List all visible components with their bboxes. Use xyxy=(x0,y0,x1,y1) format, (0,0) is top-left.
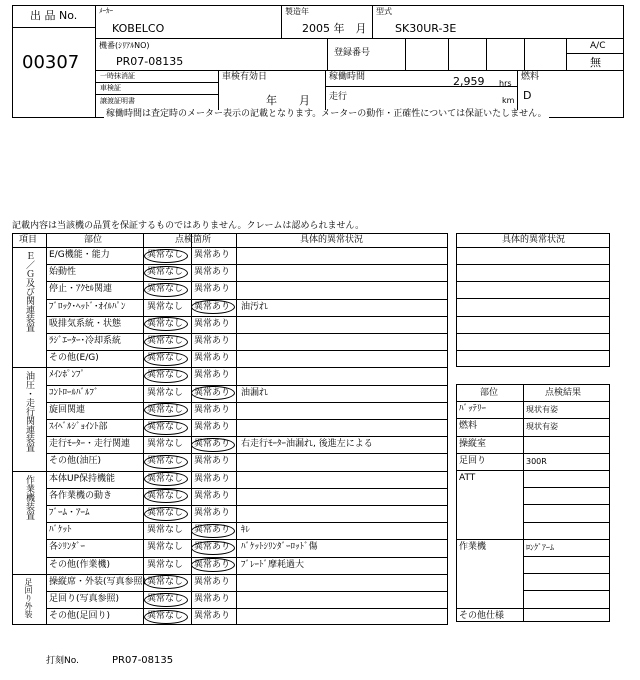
table-row-part: 停止・ｱｸｾﾙ関連 xyxy=(49,284,113,295)
option-abnormal[interactable]: 異常あり xyxy=(194,301,231,312)
model-label: 型式 xyxy=(376,7,392,16)
normal-circle-mark xyxy=(144,507,188,521)
col-part-header: 部位 xyxy=(84,235,103,245)
option-abnormal[interactable]: 異常あり xyxy=(194,473,231,484)
quality-note: 記載内容は当該機の品質を保証するものではありません。クレームは認められません。 xyxy=(12,221,365,231)
maker-value: KOBELCO xyxy=(112,22,165,35)
hours-unit: hrs xyxy=(499,79,512,88)
table-row-part: E/G機能・能力 xyxy=(49,250,110,260)
table-row-part: ﾊﾞｹｯﾄ xyxy=(49,525,72,536)
option-normal[interactable]: 異常なし xyxy=(147,318,184,329)
option-abnormal[interactable]: 異常あり xyxy=(194,559,231,570)
option-abnormal[interactable]: 異常あり xyxy=(194,576,231,587)
normal-circle-mark xyxy=(144,266,188,280)
option-abnormal[interactable]: 異常あり xyxy=(194,611,231,622)
table-row-detail: 右走行ﾓｰﾀｰ油漏れ, 後進左による xyxy=(241,439,373,450)
option-normal[interactable]: 異常なし xyxy=(147,387,184,398)
option-abnormal[interactable]: 異常あり xyxy=(194,439,231,450)
transfer-cert-label: 譲渡証明書 xyxy=(100,97,135,105)
table-row-part: ﾌﾞﾛｯｸ･ﾍｯﾄﾞ･ｵｲﾙﾊﾟﾝ xyxy=(49,301,126,312)
right-row-part: ﾊﾞｯﾃﾘｰ xyxy=(459,404,487,415)
table-row-detail: ﾊﾞｹｯﾄｼﾘﾝﾀﾞｰﾛｯﾄﾞ傷 xyxy=(241,542,318,553)
option-abnormal[interactable]: 異常あり xyxy=(194,336,231,346)
right-row-part: 燃料 xyxy=(459,421,478,432)
option-normal[interactable]: 異常なし xyxy=(147,250,184,260)
model-value: SK30UR-3E xyxy=(395,22,457,35)
right-row-result: 現状有姿 xyxy=(526,422,558,432)
normal-circle-mark xyxy=(144,249,188,263)
option-normal[interactable]: 異常なし xyxy=(147,542,184,553)
option-abnormal[interactable]: 異常あり xyxy=(194,525,231,536)
table-row-part: ｺﾝﾄﾛｰﾙﾊﾞﾙﾌﾞ xyxy=(49,387,99,398)
table-row-part: 操縦席・外装(写真参照) xyxy=(49,576,147,587)
abnormal-circle-mark xyxy=(191,438,235,452)
option-normal[interactable]: 異常なし xyxy=(147,576,184,587)
option-abnormal[interactable]: 異常あり xyxy=(194,422,231,432)
option-normal[interactable]: 異常なし xyxy=(147,473,184,484)
option-normal[interactable]: 異常なし xyxy=(147,404,184,415)
table-row-detail: ｷﾚ xyxy=(241,525,251,536)
normal-circle-mark xyxy=(144,593,188,607)
right-row-part: 作業機 xyxy=(459,541,487,552)
right-row-result: 300R xyxy=(526,456,547,466)
col-detail-header: 具体的異常状況 xyxy=(300,235,364,245)
option-normal[interactable]: 異常なし xyxy=(147,525,184,536)
normal-circle-mark xyxy=(144,283,188,297)
option-abnormal[interactable]: 異常あり xyxy=(194,267,231,278)
right-row-part: 足回り xyxy=(459,455,487,466)
stamp-label: 打刻No. xyxy=(46,656,79,666)
normal-circle-mark xyxy=(144,369,188,383)
option-normal[interactable]: 異常なし xyxy=(147,267,184,278)
option-normal[interactable]: 異常なし xyxy=(147,559,184,570)
option-abnormal[interactable]: 異常あり xyxy=(194,542,231,553)
section-label-eg: Ｅ／Ｇ及び関連装置 xyxy=(24,251,34,332)
inspection-cert-label: 車検証 xyxy=(100,84,121,92)
option-normal[interactable]: 異常なし xyxy=(147,353,184,364)
option-abnormal[interactable]: 異常あり xyxy=(194,250,231,260)
option-normal[interactable]: 異常なし xyxy=(147,370,184,381)
right-row-result: 現状有姿 xyxy=(526,405,558,415)
km-unit: km xyxy=(502,96,515,105)
hours-note: 稼働時間は査定時のメーター表示の記載となります。メーターの動作・正確性については保証いたしません。 xyxy=(106,109,547,119)
option-normal[interactable]: 異常なし xyxy=(147,456,184,467)
stamp-value: PR07-08135 xyxy=(112,655,174,666)
table-row-part: 吸排気系統・状態 xyxy=(49,318,122,329)
table-row-detail: 油汚れ xyxy=(241,301,269,312)
ac-value: 無 xyxy=(590,56,601,69)
option-abnormal[interactable]: 異常あり xyxy=(194,318,231,329)
temp-cert-label: 一時抹消証 xyxy=(100,72,135,80)
option-abnormal[interactable]: 異常あり xyxy=(194,387,231,398)
fuel-value: D xyxy=(523,89,532,102)
table-row-part: ﾒｲﾝﾎﾟﾝﾌﾟ xyxy=(49,370,86,381)
option-abnormal[interactable]: 異常あり xyxy=(194,594,231,604)
right-row-part: 操縦室 xyxy=(459,438,487,449)
inspection-valid-label: 車検有効日 xyxy=(222,72,268,82)
table-row-part: その他(油圧) xyxy=(49,456,102,467)
option-abnormal[interactable]: 異常あり xyxy=(194,353,231,364)
normal-circle-mark xyxy=(144,352,188,366)
right-detail-header: 具体的異常状況 xyxy=(502,235,566,245)
table-row-part: 走行ﾓｰﾀｰ・走行関連 xyxy=(49,439,131,450)
option-abnormal[interactable]: 異常あり xyxy=(194,508,231,518)
table-row-detail: ﾌﾞﾚｰﾄﾞ摩耗過大 xyxy=(241,559,305,570)
travel-label: 走行 xyxy=(329,92,348,102)
option-abnormal[interactable]: 異常あり xyxy=(194,370,231,381)
ac-label: A/C xyxy=(590,41,606,51)
normal-circle-mark xyxy=(144,610,188,624)
right-col-result-header: 点検結果 xyxy=(545,388,582,398)
fuel-label: 燃料 xyxy=(521,72,540,82)
section-label-foot: 足回り外装 xyxy=(24,577,33,618)
table-row-part: ﾗｼﾞｴｰﾀｰ･冷却系統 xyxy=(49,336,122,346)
option-normal[interactable]: 異常なし xyxy=(147,508,184,518)
serial-value: PR07-08135 xyxy=(116,55,184,68)
col-check-header: 点検箇所 xyxy=(175,235,212,245)
maker-label: ﾒｰｶｰ xyxy=(99,7,113,15)
option-abnormal[interactable]: 異常あり xyxy=(194,490,231,501)
col-item-header: 項目 xyxy=(19,235,38,245)
table-row-part: 各作業機の動き xyxy=(49,490,113,501)
right-col-part-header: 部位 xyxy=(480,388,499,398)
normal-circle-mark xyxy=(144,455,188,469)
option-normal[interactable]: 異常なし xyxy=(147,439,184,450)
option-normal[interactable]: 異常なし xyxy=(147,284,184,295)
table-row-part: ﾌﾞｰﾑ・ｱｰﾑ xyxy=(49,508,90,518)
table-row-part: 始動性 xyxy=(49,267,77,278)
lot-number: 00307 xyxy=(22,52,80,73)
abnormal-circle-mark xyxy=(191,524,235,538)
option-normal[interactable]: 異常なし xyxy=(147,594,184,604)
section-label-work: 作業機装置 xyxy=(24,474,34,520)
table-row-part: その他(足回り) xyxy=(49,611,111,622)
year-label: 製造年 xyxy=(285,7,309,16)
table-row-part: その他(E/G) xyxy=(49,353,99,364)
normal-circle-mark xyxy=(144,335,188,349)
hours-label: 稼働時間 xyxy=(329,72,366,82)
option-abnormal[interactable]: 異常あり xyxy=(194,456,231,467)
abnormal-circle-mark xyxy=(191,541,235,555)
option-normal[interactable]: 異常なし xyxy=(147,422,184,432)
table-row-detail: 油漏れ xyxy=(241,387,269,398)
inspection-valid-value: 年 月 xyxy=(266,94,310,107)
table-row-part: ｽｲﾍﾞﾙｼﾞｮｲﾝﾄ部 xyxy=(49,422,108,432)
option-normal[interactable]: 異常なし xyxy=(147,611,184,622)
option-abnormal[interactable]: 異常あり xyxy=(194,404,231,415)
year-value: 2005 年 月 xyxy=(302,22,367,35)
option-normal[interactable]: 異常なし xyxy=(147,301,184,312)
normal-circle-mark xyxy=(144,421,188,435)
reg-label: 登録番号 xyxy=(334,48,371,58)
table-row-part: その他(作業機) xyxy=(49,559,111,570)
table-row-part: 本体UP保持機能 xyxy=(49,473,116,484)
table-row-part: 各ｼﾘﾝﾀﾞｰ xyxy=(49,542,86,553)
option-abnormal[interactable]: 異常あり xyxy=(194,284,231,295)
right-row-result: ﾛﾝｸﾞｱｰﾑ xyxy=(526,542,554,552)
section-label-hyd: 油圧・走行関連装置 xyxy=(24,371,34,453)
lot-label: 出 品 No. xyxy=(30,9,78,22)
option-normal[interactable]: 異常なし xyxy=(147,490,184,501)
hours-value: 2,959 xyxy=(453,75,485,88)
option-normal[interactable]: 異常なし xyxy=(147,336,184,346)
table-row-part: 足回り(写真参照) xyxy=(49,594,120,604)
serial-label: 機番(ｼﾘｱﾙNO) xyxy=(99,41,150,50)
right-row-part: その他仕様 xyxy=(459,610,505,621)
table-row-part: 旋回関連 xyxy=(49,404,86,415)
right-row-part: ATT xyxy=(459,473,476,483)
